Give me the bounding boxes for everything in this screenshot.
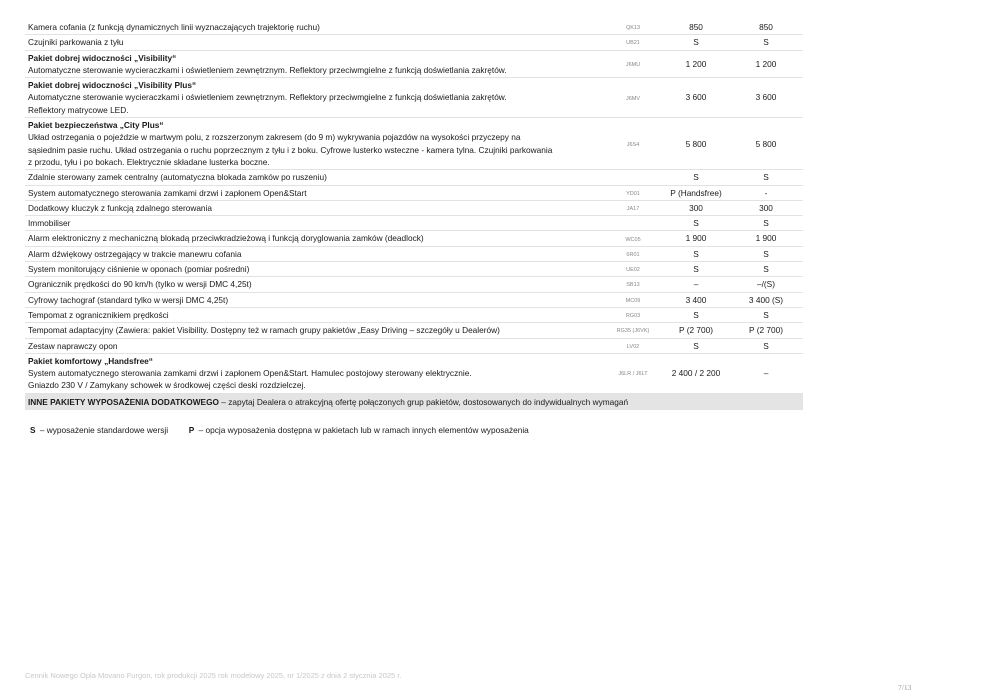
- option-code: 6R01: [626, 251, 640, 258]
- page-content: [25, 20, 803, 436]
- equipment-price-table: [25, 20, 803, 410]
- row-description-line: Układ ostrzegania o pojeździe w martwym polu, z rozszerzonym zakresem (do 9 m) wykrywania pojazdów na wysokości przyczepy na: [28, 132, 521, 143]
- price-version-2: 3 600: [755, 92, 777, 103]
- row-description: [25, 187, 605, 199]
- row-title: Pakiet komfortowy „Handsfree“: [28, 355, 153, 366]
- row-title: Pakiet dobrej widoczności „Visibility“: [28, 52, 177, 63]
- price-version-1: S: [693, 37, 699, 48]
- table-row: [25, 339, 803, 354]
- price-version-2: 1 200: [755, 58, 777, 69]
- price-version-1: S: [693, 264, 699, 275]
- price-version-2: -: [764, 187, 768, 198]
- table-row: [25, 118, 803, 170]
- option-code: UB21: [626, 40, 640, 47]
- price-version-2: –: [763, 368, 769, 379]
- price-version-2: S: [763, 340, 769, 351]
- table-row: [25, 201, 803, 216]
- option-code: J6MU: [625, 61, 641, 68]
- price-version-1: S: [693, 340, 699, 351]
- price-version-1: S: [693, 218, 699, 229]
- other-packages-description: – zapytaj Dealera o atrakcyjną ofertę połączonych grup pakietów, dostosowanych do indywidualnych wymagań: [219, 396, 629, 407]
- row-description: [25, 36, 605, 48]
- table-row: [25, 20, 803, 35]
- price-version-1: 850: [689, 22, 703, 32]
- option-code: RG03: [625, 313, 641, 320]
- row-description: [25, 202, 605, 214]
- price-version-1: 2 400 / 2 200: [671, 368, 721, 379]
- row-description: [25, 21, 605, 33]
- row-description-line: Tempomat z ogranicznikiem prędkości: [28, 309, 169, 320]
- price-version-1: 300: [689, 202, 703, 213]
- row-description-line: Zestaw naprawczy opon: [28, 340, 118, 351]
- legend-s-key: S: [30, 425, 36, 436]
- price-version-1: 1 200: [685, 58, 707, 69]
- row-description-line: sąsiednim pasie ruchu. Układ ostrzegania o ruchu poprzecznym z tyłu i z boku. Cyfrowe lusterko wsteczne - kamera tylna. Czujniki parkowania: [28, 144, 553, 155]
- row-description: [25, 340, 605, 352]
- row-description: [25, 217, 605, 229]
- price-version-1: P (Handsfree): [670, 187, 722, 198]
- price-version-2: 1 900: [755, 233, 777, 244]
- table-row: [25, 308, 803, 323]
- row-description: [25, 119, 605, 168]
- row-description-line: Alarm elektroniczny z mechaniczną blokadą przeciwkradzieżową i funkcją doryglowania zamków (deadlock): [28, 233, 424, 244]
- price-version-2: 300: [759, 202, 773, 213]
- option-code: WC05: [625, 236, 641, 243]
- table-row: [25, 323, 803, 338]
- option-code: J6LR / J6LT: [618, 371, 648, 378]
- option-code: J6S4: [626, 141, 640, 148]
- footer-note: Cennik Nowego Opla Movano Furgon, rok produkcji 2025 rok modelowy 2025, nr 1/2025 z dnia 2 stycznia 2025 r.: [25, 671, 402, 680]
- price-version-1: 5 800: [685, 138, 707, 149]
- row-description-line: Reflektory matrycowe LED.: [28, 104, 129, 115]
- price-version-1: S: [693, 309, 699, 320]
- other-packages-text: [25, 396, 803, 408]
- row-description: [25, 263, 605, 275]
- legend: [30, 424, 803, 436]
- table-row: [25, 216, 803, 231]
- table-row: [25, 51, 803, 79]
- other-packages-row: [25, 394, 803, 410]
- option-code: RG35 (J6VK): [616, 328, 650, 335]
- option-code: [605, 176, 661, 179]
- row-description-line: System monitorujący ciśnienie w oponach (pomiar pośredni): [28, 264, 250, 275]
- table-row: [25, 354, 803, 394]
- row-description-line: Cyfrowy tachograf (standard tylko w wersji DMC 4,25t): [28, 294, 229, 305]
- row-description-line: Zdalnie sterowany zamek centralny (automatyczna blokada zamków po ruszeniu): [28, 172, 327, 183]
- option-code: UE02: [626, 267, 640, 274]
- legend-s-text: – wyposażenie standardowe wersji: [39, 425, 169, 436]
- table-row: [25, 35, 803, 50]
- legend-p-key: P: [188, 425, 195, 436]
- row-description: [25, 324, 605, 336]
- row-description-line: Gniazdo 230 V / Zamykany schowek w środkowej części deski rozdzielczej.: [28, 380, 306, 391]
- price-version-2: 5 800: [755, 138, 777, 149]
- table-row: [25, 293, 803, 308]
- row-description: [25, 248, 605, 260]
- option-code: LV02: [626, 343, 640, 350]
- row-description-line: System automatycznego sterowania zamkami drzwi i zapłonem Open&Start. Hamulec postojowy sterowany elektrycznie.: [28, 368, 472, 379]
- table-row: [25, 78, 803, 118]
- price-version-1: S: [693, 172, 699, 183]
- price-version-1: 1 900: [685, 233, 707, 244]
- row-description-line: Tempomat adaptacyjny (Zawiera: pakiet Visibility. Dostępny też w ramach grupy pakietów „Easy Driving – szczegóły u Dealerów): [28, 325, 500, 336]
- price-version-2: –/(S): [757, 279, 775, 290]
- option-code: YD01: [626, 190, 640, 197]
- table-row: [25, 247, 803, 262]
- row-description-line: Kamera cofania (z funkcją dynamicznych linii wyznaczających trajektorię ruchu): [28, 22, 320, 32]
- option-code: MC09: [625, 297, 641, 304]
- option-code: [605, 222, 661, 225]
- row-description: [25, 294, 605, 306]
- price-version-2: S: [763, 172, 769, 183]
- price-version-1: P (2 700): [679, 325, 713, 336]
- row-description: [25, 309, 605, 321]
- row-description-line: Czujniki parkowania z tyłu: [28, 37, 124, 48]
- price-version-2: S: [763, 264, 769, 275]
- price-version-1: –: [693, 279, 699, 290]
- row-description-line: Immobiliser: [28, 218, 71, 229]
- price-version-2: 850: [759, 22, 773, 32]
- table-row: [25, 231, 803, 246]
- price-version-2: S: [763, 248, 769, 259]
- row-description-line: System automatycznego sterowania zamkami drzwi i zapłonem Open&Start: [28, 187, 307, 198]
- row-description-line: Alarm dźwiękowy ostrzegający w trakcie manewru cofania: [28, 248, 242, 259]
- table-row: [25, 170, 803, 185]
- row-description-line: Automatyczne sterowanie wycieraczkami i oświetleniem zewnętrznym. Reflektory przeciwmgielne z funkcją doświetlania zakrętów.: [28, 64, 507, 75]
- legend-p-text: – opcja wyposażenia dostępna w pakietach lub w ramach innych elementów wyposażenia: [198, 425, 529, 436]
- page-number: 7/13: [898, 683, 912, 692]
- price-version-2: P (2 700): [749, 325, 783, 336]
- option-code: QK13: [625, 25, 641, 32]
- row-title: Pakiet bezpieczeństwa „City Plus“: [28, 120, 164, 131]
- row-description: [25, 278, 605, 290]
- row-description: [25, 232, 605, 244]
- row-description: [25, 79, 605, 116]
- price-version-2: S: [763, 218, 769, 229]
- price-version-2: 3 400 (S): [748, 294, 784, 305]
- price-version-2: S: [763, 37, 769, 48]
- row-description-line: Automatyczne sterowanie wycieraczkami i oświetleniem zewnętrznym. Reflektory przeciwmgielne z funkcją doświetlania zakrętów.: [28, 92, 507, 103]
- price-version-1: S: [693, 248, 699, 259]
- row-description: [25, 171, 605, 183]
- row-title: Pakiet dobrej widoczności „Visibility Plus“: [28, 80, 197, 91]
- table-row: [25, 262, 803, 277]
- other-packages-title: INNE PAKIETY WYPOSAŻENIA DODATKOWEGO: [28, 396, 219, 407]
- option-code: JA17: [626, 206, 640, 212]
- price-version-2: S: [763, 309, 769, 320]
- row-description: [25, 52, 605, 77]
- price-version-1: 3 600: [685, 92, 707, 103]
- row-description: [25, 355, 605, 392]
- row-description-line: Ogranicznik prędkości do 90 km/h (tylko w wersji DMC 4,25t): [28, 279, 252, 290]
- row-description-line: z przodu, tyłu i po bokach. Elektrycznie składane lusterka boczne.: [28, 156, 270, 167]
- table-row: [25, 277, 803, 292]
- price-version-1: 3 400: [685, 294, 707, 305]
- row-description-line: Dodatkowy kluczyk z funkcją zdalnego sterowania: [28, 202, 213, 213]
- option-code: SB13: [626, 282, 640, 289]
- option-code: J6MV: [625, 95, 641, 102]
- table-row: [25, 186, 803, 201]
